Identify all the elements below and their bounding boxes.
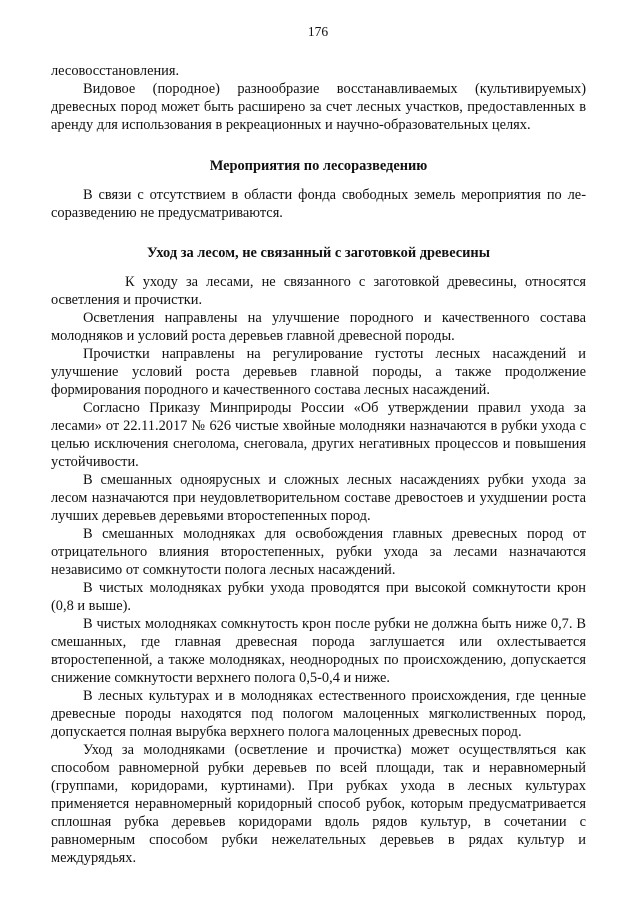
page-number: 176 [307,24,329,39]
paragraph: В чистых молодняках рубки ухода проводятся при высокой сомкнутости крон (0,8 и выше). [51,580,586,614]
paragraph: Прочистки направлены на регулирование густоты лесных насаждений и улучшение условий роста деревьев главной породы, а также продолжение формирования породного и качественного состава лесных насаждений. [51,346,586,398]
paragraph: В связи с отсутствием в области фонда свободных земель мероприятия по ле-соразведению не предусматриваются. [51,187,586,221]
paragraph: лесовосстановления. [51,63,180,79]
paragraph: В лесных культурах и в молодняках естественного происхождения, где ценные древесные породы находятся под пологом малоценных мягколиственных пород, допускается полная вырубка верхнего полога малоценных древесных пород. [51,688,586,740]
document-body [51,62,586,867]
paragraph: В смешанных молодняках для освобождения главных древесных пород от отрицательного влияния второстепенных, рубки ухода за лесами назначаются независимо от сомкнутости полога лесных насаждений. [51,526,586,578]
paragraph: Уход за молодняками (осветление и прочистка) может осуществляться как способом равномерной рубки деревьев по всей площади, так и неравномерный (группами, коридорами, куртинами). При рубках ухода в лесных культурах применяется неравномерный коридорный способ рубок, которым предусматривается сплошная рубка деревьев коридорами вдоль рядов культур, в сочетании с равномерным способом рубки нежелательных деревьев в рядах культур и междурядьях. [51,742,586,866]
paragraph: К уходу за лесами, не связанного с заготовкой древесины, относятся осветления и прочистки. [51,274,586,308]
paragraph: В смешанных одноярусных и сложных лесных насаждениях рубки ухода за лесом назначаются при неудовлетворительном составе древостоев и ухудшении роста лучших деревьев деревьями второстепенных пород. [51,472,586,524]
paragraph: Согласно Приказу Минприроды России «Об утверждении правил ухода за лесами» от 22.11.2017 № 626 чистые хвойные молодняки назначаются в рубки ухода с целью исключения снеголома, снеговала, других негативных процессов и повышения устойчивости. [51,400,586,470]
section-heading: Уход за лесом, не связанный с заготовкой древесины [147,245,490,261]
section-heading: Мероприятия по лесоразведению [209,158,428,174]
paragraph: Осветления направлены на улучшение породного и качественного состава молодняков и условий роста деревьев главной древесной породы. [51,310,586,344]
paragraph: В чистых молодняках сомкнутость крон после рубки не должна быть ниже 0,7. В смешанных, где главная древесная порода заглушается или охлестывается второстепенной, а также молодняках, неоднородных по происхождению, допускается снижение сомкнутости верхнего полога 0,5-0,4 и ниже. [51,616,586,686]
paragraph: Видовое (породное) разнообразие восстанавливаемых (культивируемых) древесных пород может быть расширено за счет лесных участков, предоставленных в аренду для использования в рекреационных и научно-образовательных целях. [51,81,586,133]
